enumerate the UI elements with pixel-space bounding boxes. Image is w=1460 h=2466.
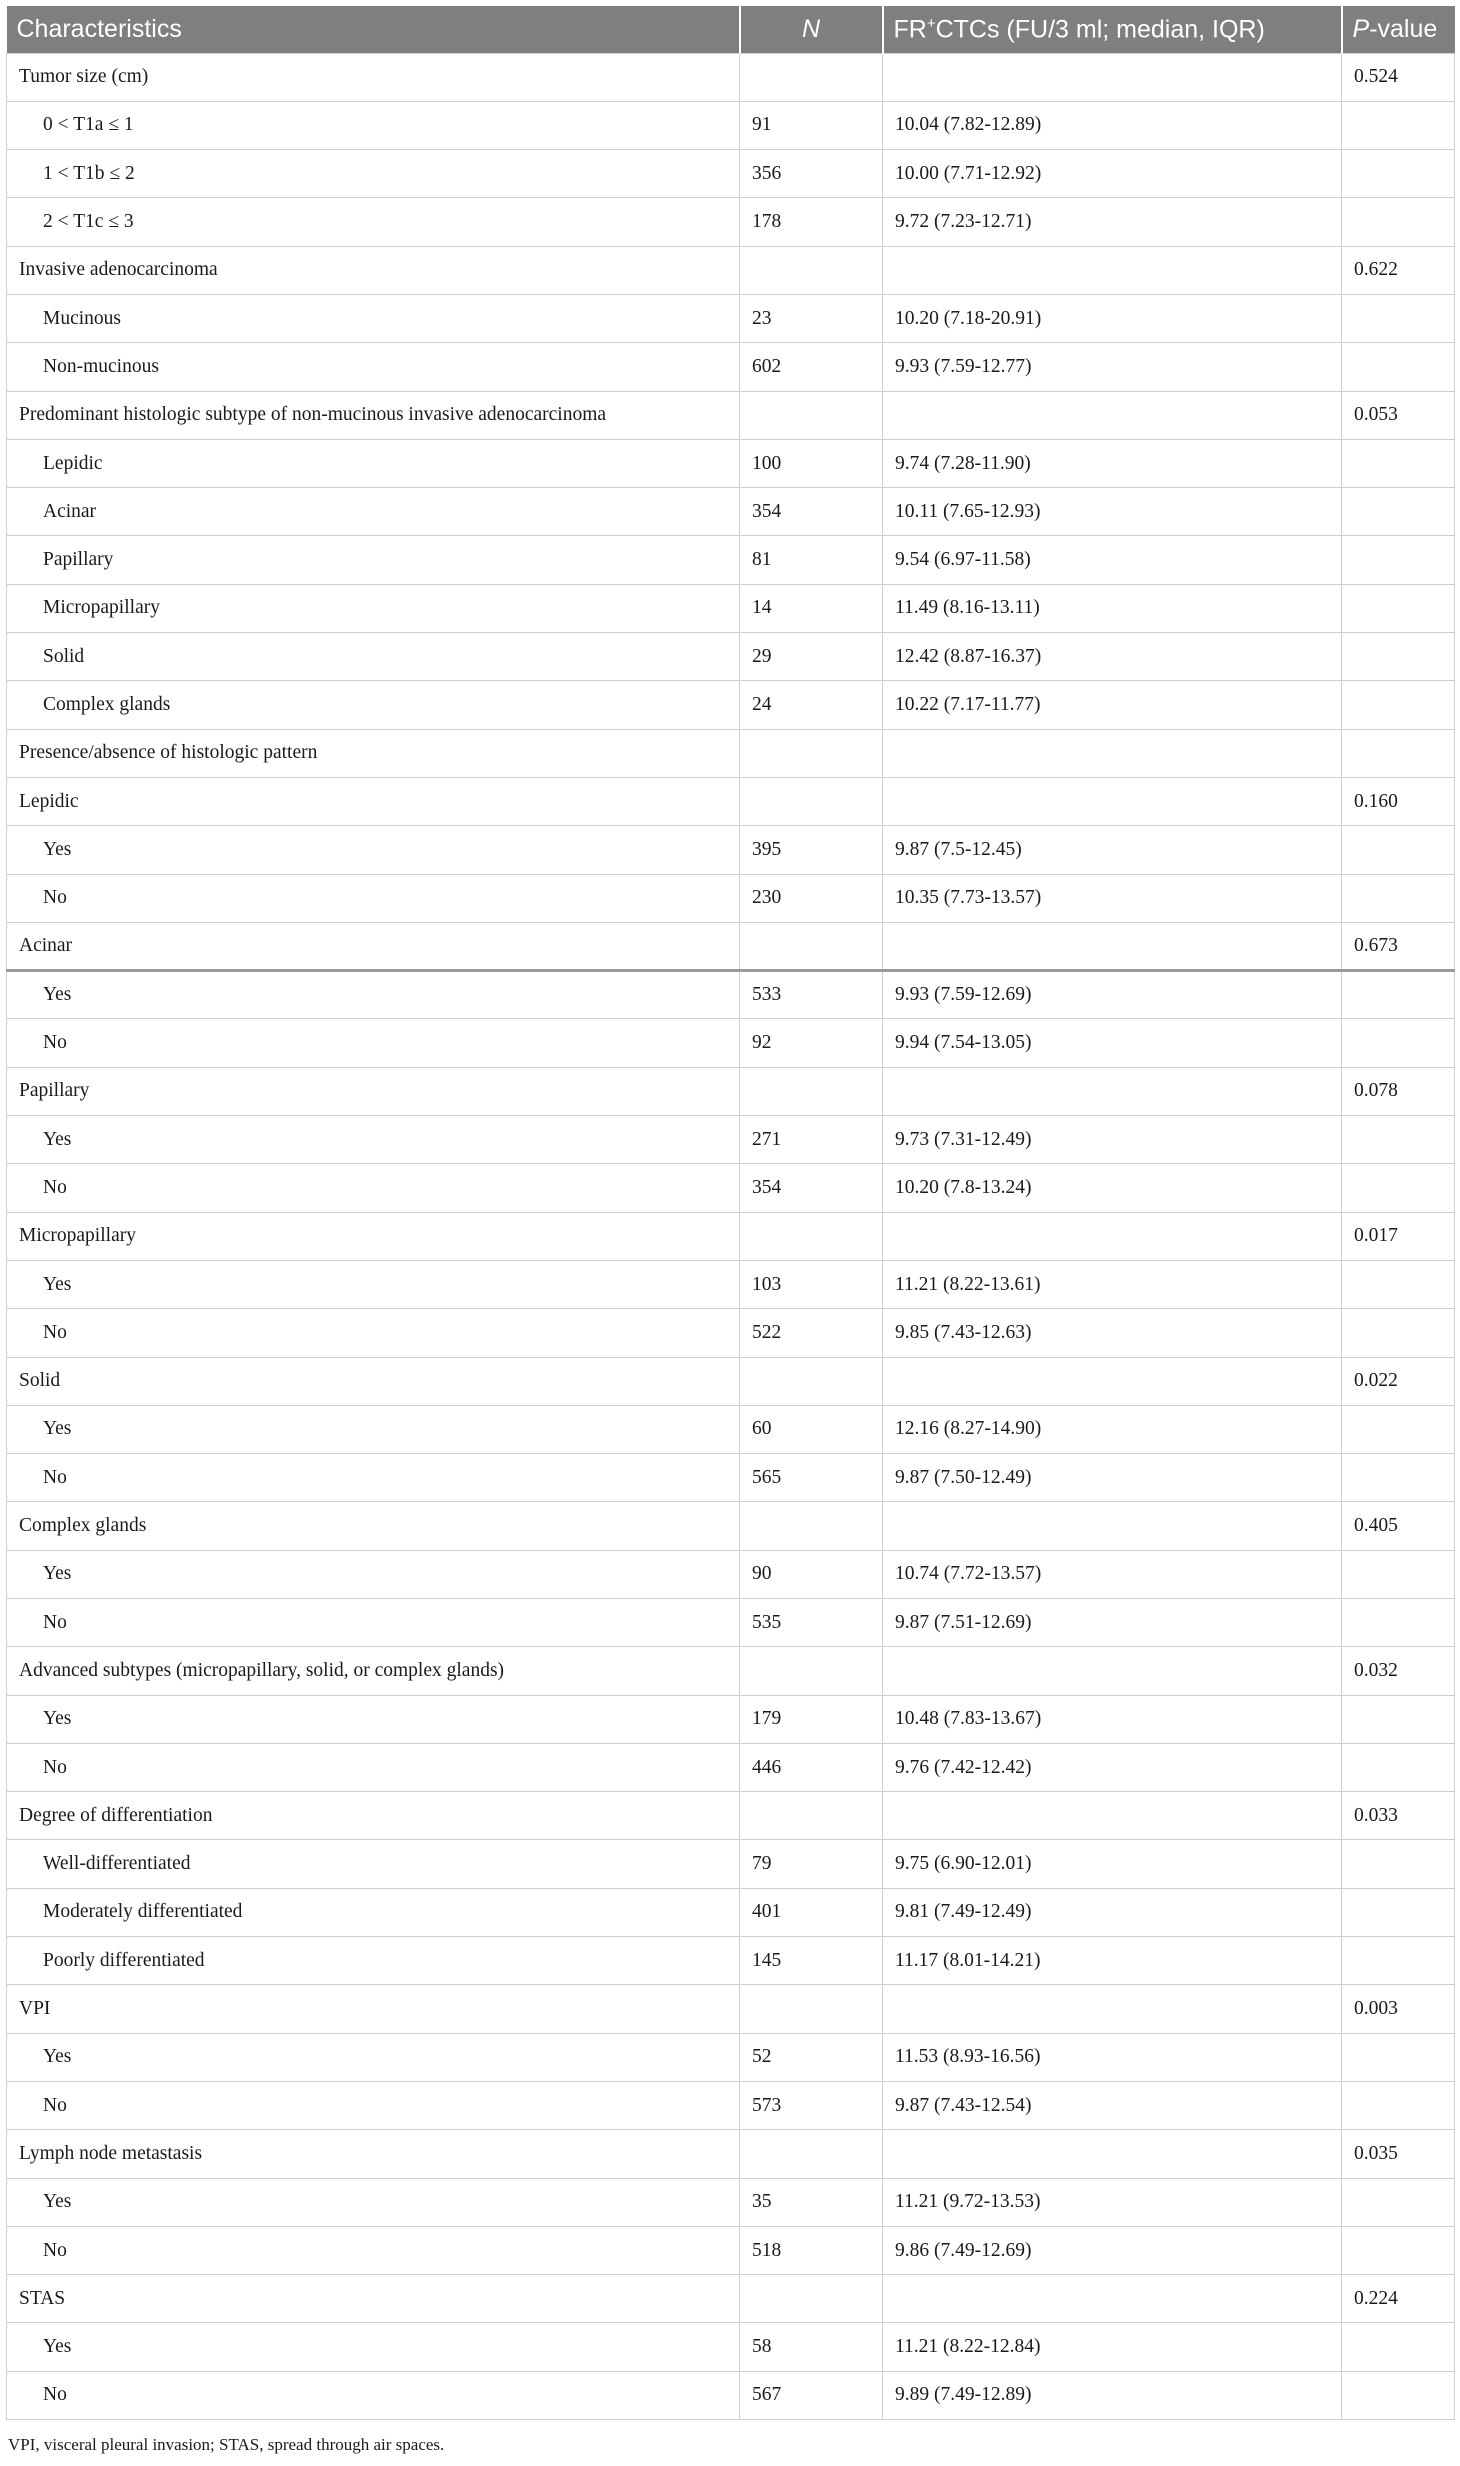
- table-row: [7, 1985, 1455, 2033]
- cell-characteristic: Yes: [7, 1550, 740, 1598]
- table-row: [7, 1309, 1455, 1357]
- cell-median-iqr: 9.72 (7.23-12.71): [883, 198, 1342, 246]
- cell-characteristic: Tumor size (cm): [7, 53, 740, 101]
- table-row: [7, 294, 1455, 342]
- header-p-rest: -value: [1369, 14, 1438, 43]
- cell-characteristic: Complex glands: [7, 1502, 740, 1550]
- cell-n: 145: [740, 1937, 883, 1985]
- header-characteristics-text: Characteristics: [16, 14, 182, 43]
- cell-p-value: 0.022: [1342, 1357, 1455, 1405]
- cell-median-iqr: 9.75 (6.90-12.01): [883, 1840, 1342, 1888]
- cell-p-value: [1342, 1164, 1455, 1212]
- cell-n: [740, 1647, 883, 1695]
- cell-characteristic: Yes: [7, 2323, 740, 2371]
- cell-n: 178: [740, 198, 883, 246]
- cell-p-value: 0.622: [1342, 246, 1455, 294]
- cell-n: 103: [740, 1260, 883, 1308]
- cell-characteristic: Papillary: [7, 1067, 740, 1115]
- header-frctc: [883, 6, 1342, 53]
- cell-p-value: [1342, 2081, 1455, 2129]
- cell-median-iqr: [883, 1985, 1342, 2033]
- cell-characteristic: No: [7, 1599, 740, 1647]
- cell-p-value: [1342, 2178, 1455, 2226]
- cell-n: 179: [740, 1695, 883, 1743]
- cell-median-iqr: [883, 1357, 1342, 1405]
- table-row: [7, 391, 1455, 439]
- cell-p-value: [1342, 2323, 1455, 2371]
- table-row: [7, 1502, 1455, 1550]
- table-row: [7, 1647, 1455, 1695]
- table-row: [7, 2081, 1455, 2129]
- cell-median-iqr: 11.21 (8.22-13.61): [883, 1260, 1342, 1308]
- table-row: [7, 971, 1455, 1019]
- cell-characteristic: Lymph node metastasis: [7, 2130, 740, 2178]
- cell-p-value: [1342, 1743, 1455, 1791]
- cell-n: [740, 1985, 883, 2033]
- cell-characteristic: No: [7, 2371, 740, 2419]
- cell-characteristic: Solid: [7, 1357, 740, 1405]
- table-row: [7, 2275, 1455, 2323]
- header-p-italic: P: [1352, 14, 1370, 43]
- cell-p-value: [1342, 1840, 1455, 1888]
- cell-n: [740, 2275, 883, 2323]
- cell-p-value: 0.078: [1342, 1067, 1455, 1115]
- cell-p-value: [1342, 294, 1455, 342]
- cell-median-iqr: [883, 729, 1342, 777]
- cell-n: 92: [740, 1019, 883, 1067]
- cell-characteristic: Non-mucinous: [7, 343, 740, 391]
- cell-n: 565: [740, 1454, 883, 1502]
- cell-n: 60: [740, 1405, 883, 1453]
- cell-characteristic: Advanced subtypes (micropapillary, solid, or complex glands): [7, 1647, 740, 1695]
- cell-median-iqr: 9.85 (7.43-12.63): [883, 1309, 1342, 1357]
- cell-p-value: [1342, 826, 1455, 874]
- cell-n: 100: [740, 439, 883, 487]
- cell-median-iqr: 9.93 (7.59-12.77): [883, 343, 1342, 391]
- cell-p-value: [1342, 1260, 1455, 1308]
- cell-n: [740, 777, 883, 825]
- table-row: [7, 343, 1455, 391]
- cell-median-iqr: 10.20 (7.18-20.91): [883, 294, 1342, 342]
- table-row: [7, 1599, 1455, 1647]
- table-row: [7, 826, 1455, 874]
- table-row: [7, 488, 1455, 536]
- cell-n: 81: [740, 536, 883, 584]
- cell-median-iqr: 9.86 (7.49-12.69): [883, 2226, 1342, 2274]
- table-row: [7, 2226, 1455, 2274]
- table-row: [7, 2033, 1455, 2081]
- cell-p-value: [1342, 1116, 1455, 1164]
- cell-n: 271: [740, 1116, 883, 1164]
- cell-n: 91: [740, 101, 883, 149]
- cell-n: 602: [740, 343, 883, 391]
- cell-median-iqr: 9.89 (7.49-12.89): [883, 2371, 1342, 2419]
- cell-characteristic: No: [7, 1164, 740, 1212]
- table-row: [7, 1454, 1455, 1502]
- cell-characteristic: No: [7, 1743, 740, 1791]
- table-row: [7, 1260, 1455, 1308]
- table-row: [7, 1550, 1455, 1598]
- cell-n: [740, 391, 883, 439]
- cell-median-iqr: [883, 246, 1342, 294]
- cell-characteristic: Mucinous: [7, 294, 740, 342]
- cell-characteristic: Acinar: [7, 922, 740, 970]
- table-row: [7, 1116, 1455, 1164]
- cell-p-value: [1342, 1599, 1455, 1647]
- table-row: [7, 1164, 1455, 1212]
- cell-p-value: [1342, 681, 1455, 729]
- table-row: [7, 729, 1455, 777]
- cell-median-iqr: 9.73 (7.31-12.49): [883, 1116, 1342, 1164]
- table-body: [7, 53, 1455, 2420]
- cell-characteristic: Invasive adenocarcinoma: [7, 246, 740, 294]
- cell-median-iqr: [883, 922, 1342, 970]
- cell-characteristic: Yes: [7, 1116, 740, 1164]
- cell-p-value: [1342, 198, 1455, 246]
- cell-n: 518: [740, 2226, 883, 2274]
- cell-characteristic: Presence/absence of histologic pattern: [7, 729, 740, 777]
- table-row: [7, 2371, 1455, 2419]
- table-row: [7, 1019, 1455, 1067]
- cell-n: 52: [740, 2033, 883, 2081]
- cell-characteristic: Degree of differentiation: [7, 1792, 740, 1840]
- cell-characteristic: VPI: [7, 1985, 740, 2033]
- cell-median-iqr: 9.74 (7.28-11.90): [883, 439, 1342, 487]
- table-row: [7, 1067, 1455, 1115]
- cell-median-iqr: 10.74 (7.72-13.57): [883, 1550, 1342, 1598]
- cell-p-value: 0.035: [1342, 2130, 1455, 2178]
- cell-median-iqr: 9.94 (7.54-13.05): [883, 1019, 1342, 1067]
- cell-characteristic: No: [7, 2226, 740, 2274]
- cell-n: 23: [740, 294, 883, 342]
- table-row: [7, 53, 1455, 101]
- cell-median-iqr: [883, 777, 1342, 825]
- cell-p-value: [1342, 633, 1455, 681]
- table-row: [7, 874, 1455, 922]
- table-row: [7, 439, 1455, 487]
- table-row: [7, 633, 1455, 681]
- cell-n: 446: [740, 1743, 883, 1791]
- cell-n: [740, 1067, 883, 1115]
- cell-n: 573: [740, 2081, 883, 2129]
- cell-median-iqr: 9.93 (7.59-12.69): [883, 971, 1342, 1019]
- cell-n: 401: [740, 1888, 883, 1936]
- cell-characteristic: Yes: [7, 1695, 740, 1743]
- cell-n: [740, 53, 883, 101]
- cell-characteristic: Lepidic: [7, 777, 740, 825]
- table-row: [7, 198, 1455, 246]
- header-n: [740, 6, 883, 53]
- cell-p-value: 0.053: [1342, 391, 1455, 439]
- cell-n: 395: [740, 826, 883, 874]
- cell-p-value: 0.032: [1342, 1647, 1455, 1695]
- cell-median-iqr: 10.04 (7.82-12.89): [883, 101, 1342, 149]
- cell-median-iqr: 10.11 (7.65-12.93): [883, 488, 1342, 536]
- cell-n: [740, 922, 883, 970]
- cell-characteristic: Yes: [7, 1260, 740, 1308]
- cell-p-value: [1342, 2371, 1455, 2419]
- cell-median-iqr: 9.87 (7.51-12.69): [883, 1599, 1342, 1647]
- table-row: [7, 1888, 1455, 1936]
- cell-median-iqr: 9.76 (7.42-12.42): [883, 1743, 1342, 1791]
- cell-n: 35: [740, 2178, 883, 2226]
- header-frctc-prefix: FR: [893, 14, 927, 43]
- cell-characteristic: Solid: [7, 633, 740, 681]
- cell-characteristic: Yes: [7, 2178, 740, 2226]
- cell-characteristic: Yes: [7, 971, 740, 1019]
- cell-p-value: [1342, 584, 1455, 632]
- table-container: [6, 6, 1454, 2420]
- header-frctc-rest: CTCs (FU/3 ml; median, IQR): [935, 14, 1265, 43]
- cell-p-value: [1342, 2226, 1455, 2274]
- cell-n: 90: [740, 1550, 883, 1598]
- table-row: [7, 101, 1455, 149]
- cell-p-value: [1342, 1550, 1455, 1598]
- cell-p-value: [1342, 1695, 1455, 1743]
- cell-median-iqr: 12.42 (8.87-16.37): [883, 633, 1342, 681]
- cell-n: 354: [740, 488, 883, 536]
- cell-p-value: 0.673: [1342, 922, 1455, 970]
- cell-characteristic: STAS: [7, 2275, 740, 2323]
- cell-characteristic: Yes: [7, 826, 740, 874]
- cell-characteristic: No: [7, 2081, 740, 2129]
- results-table: [6, 6, 1455, 2420]
- cell-n: 567: [740, 2371, 883, 2419]
- table-row: [7, 1357, 1455, 1405]
- cell-characteristic: Papillary: [7, 536, 740, 584]
- cell-median-iqr: [883, 1502, 1342, 1550]
- table-row: [7, 584, 1455, 632]
- cell-p-value: 0.405: [1342, 1502, 1455, 1550]
- cell-n: [740, 1502, 883, 1550]
- cell-characteristic: Acinar: [7, 488, 740, 536]
- cell-median-iqr: [883, 1067, 1342, 1115]
- cell-median-iqr: 12.16 (8.27-14.90): [883, 1405, 1342, 1453]
- cell-median-iqr: 9.87 (7.50-12.49): [883, 1454, 1342, 1502]
- cell-p-value: 0.160: [1342, 777, 1455, 825]
- cell-n: 356: [740, 150, 883, 198]
- table-row: [7, 150, 1455, 198]
- cell-p-value: [1342, 1454, 1455, 1502]
- cell-characteristic: 2 < T1c ≤ 3: [7, 198, 740, 246]
- cell-characteristic: Micropapillary: [7, 1212, 740, 1260]
- cell-median-iqr: 10.00 (7.71-12.92): [883, 150, 1342, 198]
- cell-n: [740, 2130, 883, 2178]
- cell-p-value: [1342, 343, 1455, 391]
- table-header: [7, 6, 1455, 53]
- cell-n: 533: [740, 971, 883, 1019]
- cell-characteristic: Yes: [7, 2033, 740, 2081]
- cell-p-value: [1342, 488, 1455, 536]
- header-n-text: N: [801, 14, 821, 43]
- cell-median-iqr: 10.35 (7.73-13.57): [883, 874, 1342, 922]
- cell-characteristic: 1 < T1b ≤ 2: [7, 150, 740, 198]
- cell-median-iqr: 9.87 (7.5-12.45): [883, 826, 1342, 874]
- cell-n: 58: [740, 2323, 883, 2371]
- cell-median-iqr: [883, 391, 1342, 439]
- cell-p-value: [1342, 150, 1455, 198]
- cell-n: 354: [740, 1164, 883, 1212]
- cell-median-iqr: 11.17 (8.01-14.21): [883, 1937, 1342, 1985]
- cell-median-iqr: 11.21 (8.22-12.84): [883, 2323, 1342, 2371]
- table-footnote: VPI, visceral pleural invasion; STAS, spread through air spaces.: [8, 2435, 445, 2454]
- cell-n: 79: [740, 1840, 883, 1888]
- table-row: [7, 1840, 1455, 1888]
- cell-p-value: [1342, 101, 1455, 149]
- cell-p-value: 0.524: [1342, 53, 1455, 101]
- cell-p-value: [1342, 729, 1455, 777]
- cell-p-value: [1342, 1937, 1455, 1985]
- table-row: [7, 1405, 1455, 1453]
- cell-characteristic: Poorly differentiated: [7, 1937, 740, 1985]
- cell-p-value: [1342, 1019, 1455, 1067]
- table-row: [7, 2178, 1455, 2226]
- cell-median-iqr: 10.22 (7.17-11.77): [883, 681, 1342, 729]
- cell-characteristic: Complex glands: [7, 681, 740, 729]
- table-row: [7, 1792, 1455, 1840]
- table-row: [7, 1695, 1455, 1743]
- cell-n: [740, 729, 883, 777]
- cell-n: 24: [740, 681, 883, 729]
- cell-characteristic: No: [7, 1019, 740, 1067]
- cell-median-iqr: 9.87 (7.43-12.54): [883, 2081, 1342, 2129]
- cell-p-value: [1342, 971, 1455, 1019]
- table-row: [7, 777, 1455, 825]
- cell-p-value: 0.003: [1342, 1985, 1455, 2033]
- cell-p-value: [1342, 1888, 1455, 1936]
- table-row: [7, 681, 1455, 729]
- cell-median-iqr: 10.48 (7.83-13.67): [883, 1695, 1342, 1743]
- cell-n: [740, 1212, 883, 1260]
- cell-p-value: [1342, 536, 1455, 584]
- table-row: [7, 2130, 1455, 2178]
- table-row: [7, 1743, 1455, 1791]
- cell-median-iqr: [883, 2130, 1342, 2178]
- table-row: [7, 2323, 1455, 2371]
- cell-n: 230: [740, 874, 883, 922]
- cell-characteristic: Lepidic: [7, 439, 740, 487]
- cell-median-iqr: [883, 2275, 1342, 2323]
- cell-characteristic: 0 < T1a ≤ 1: [7, 101, 740, 149]
- cell-median-iqr: [883, 1647, 1342, 1695]
- cell-characteristic: No: [7, 874, 740, 922]
- cell-p-value: 0.017: [1342, 1212, 1455, 1260]
- cell-p-value: [1342, 1405, 1455, 1453]
- cell-characteristic: No: [7, 1454, 740, 1502]
- cell-n: 29: [740, 633, 883, 681]
- cell-p-value: [1342, 2033, 1455, 2081]
- cell-p-value: [1342, 874, 1455, 922]
- table-row: [7, 536, 1455, 584]
- cell-n: [740, 1357, 883, 1405]
- cell-p-value: 0.033: [1342, 1792, 1455, 1840]
- cell-characteristic: Well-differentiated: [7, 1840, 740, 1888]
- cell-median-iqr: 10.20 (7.8-13.24): [883, 1164, 1342, 1212]
- cell-median-iqr: 11.21 (9.72-13.53): [883, 2178, 1342, 2226]
- cell-median-iqr: [883, 53, 1342, 101]
- header-frctc-sup: +: [926, 14, 936, 32]
- cell-p-value: 0.224: [1342, 2275, 1455, 2323]
- cell-characteristic: No: [7, 1309, 740, 1357]
- header-row: [7, 6, 1455, 53]
- cell-median-iqr: 9.81 (7.49-12.49): [883, 1888, 1342, 1936]
- cell-median-iqr: [883, 1792, 1342, 1840]
- header-characteristics: [7, 6, 740, 53]
- cell-median-iqr: 11.53 (8.93-16.56): [883, 2033, 1342, 2081]
- cell-p-value: [1342, 1309, 1455, 1357]
- cell-median-iqr: [883, 1212, 1342, 1260]
- table-row: [7, 1212, 1455, 1260]
- cell-characteristic: Predominant histologic subtype of non-mucinous invasive adenocarcinoma: [7, 391, 740, 439]
- cell-n: 14: [740, 584, 883, 632]
- cell-median-iqr: 9.54 (6.97-11.58): [883, 536, 1342, 584]
- cell-p-value: [1342, 439, 1455, 487]
- table-row: [7, 922, 1455, 970]
- cell-characteristic: Yes: [7, 1405, 740, 1453]
- cell-characteristic: Micropapillary: [7, 584, 740, 632]
- cell-median-iqr: 11.49 (8.16-13.11): [883, 584, 1342, 632]
- cell-characteristic: Moderately differentiated: [7, 1888, 740, 1936]
- table-row: [7, 1937, 1455, 1985]
- table-row: [7, 246, 1455, 294]
- cell-n: [740, 1792, 883, 1840]
- cell-n: [740, 246, 883, 294]
- header-p-value: [1342, 6, 1455, 53]
- cell-n: 535: [740, 1599, 883, 1647]
- cell-n: 522: [740, 1309, 883, 1357]
